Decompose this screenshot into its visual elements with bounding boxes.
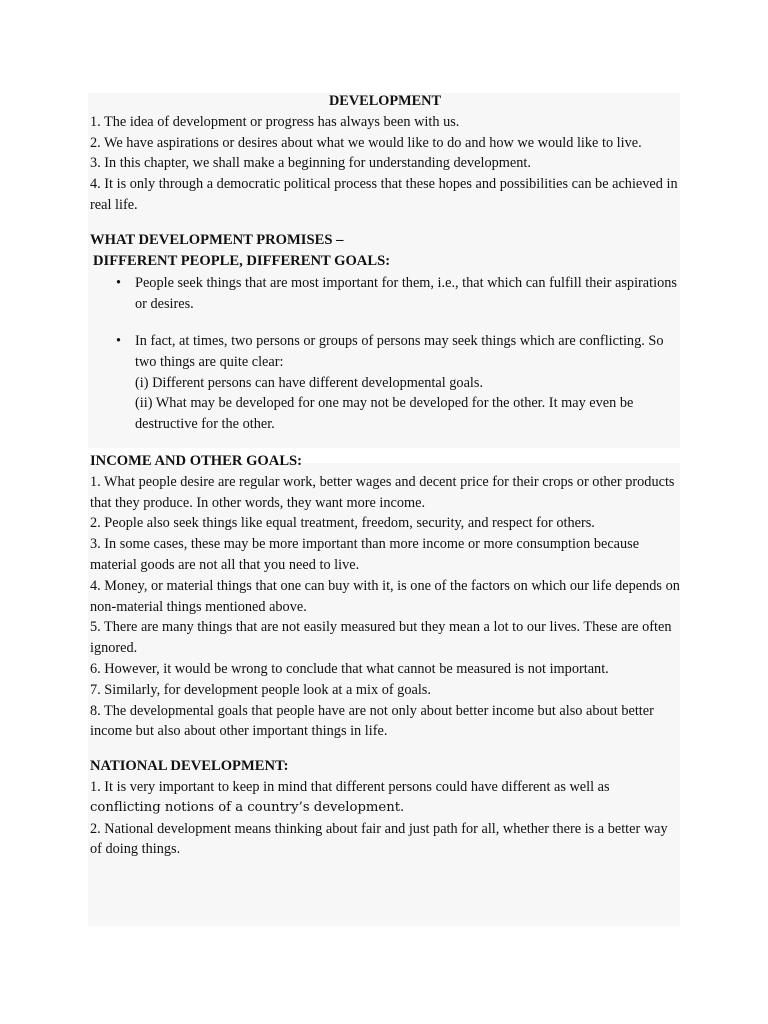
promises-bullet-list <box>90 273 680 435</box>
list-item: 3. In some cases, these may be more important than more income or more consumption because material goods are not all that you need to live. <box>90 536 640 573</box>
list-item: 2. National development means thinking about fair and just path for all, whether there is a better way of doing things. <box>90 820 668 858</box>
section-heading-income: INCOME AND OTHER GOALS: <box>90 452 303 469</box>
list-item: 6. However, it would be wrong to conclude that what cannot be measured is not important. <box>90 660 609 677</box>
bullet-icon: • <box>116 332 122 349</box>
intro-item: 3. In this chapter, we shall make a beginning for understanding development. <box>90 155 531 172</box>
intro-item: 1. The idea of development or progress has always been with us. <box>90 113 460 130</box>
list-item: 4. Money, or material things that one can buy with it, is one of the factors on which our life depends on non-material things mentioned above. <box>90 577 680 615</box>
list-item-continuation: conflicting notions of a country’s development. <box>90 799 405 815</box>
list-item: 1. What people desire are regular work, better wages and decent price for their crops or other products that they produce. In other words, they want more income. <box>90 473 675 511</box>
bullet-text: People seek things that are most important for them, i.e., that which can fulfill their aspirations or desires. <box>135 275 677 313</box>
intro-list <box>90 112 680 216</box>
list-item: 5. There are many things that are not easily measured but they mean a lot to our lives. These are often ignored. <box>90 619 672 657</box>
intro-item: 4. It is only through a democratic political process that these hopes and possibilities can be achieved in real life. <box>90 176 678 213</box>
document-content <box>90 91 680 860</box>
bullet-item <box>90 273 680 315</box>
section-heading-national: NATIONAL DEVELOPMENT: <box>90 758 289 775</box>
bullet-subtext: (ii) What may be developed for one may not be developed for the other. It may even be destructive for the other. <box>135 395 634 433</box>
bullet-subtext: (i) Different persons can have different developmental goals. <box>135 374 484 391</box>
section-heading-goals: DIFFERENT PEOPLE, DIFFERENT GOALS: <box>93 252 391 269</box>
bullet-item <box>90 331 680 435</box>
list-item: 7. Similarly, for development people look at a mix of goals. <box>90 681 431 698</box>
list-item: 2. People also seek things like equal treatment, freedom, security, and respect for others. <box>90 515 595 532</box>
document-title: DEVELOPMENT <box>328 93 441 109</box>
bullet-text: In fact, at times, two persons or groups of persons may seek things which are conflicting. So two things are quite clear: <box>135 332 664 370</box>
list-item: 1. It is very important to keep in mind that different persons could have different as well as <box>90 778 610 795</box>
intro-item: 2. We have aspirations or desires about what we would like to do and how we would like to live. <box>90 134 642 151</box>
national-development-list <box>90 777 680 860</box>
income-goals-list <box>90 472 680 742</box>
bullet-icon: • <box>116 275 122 292</box>
section-heading-promises: WHAT DEVELOPMENT PROMISES – <box>90 231 344 248</box>
list-item: 8. The developmental goals that people have are not only about better income but also about better income but also about other important things in life. <box>90 702 654 740</box>
